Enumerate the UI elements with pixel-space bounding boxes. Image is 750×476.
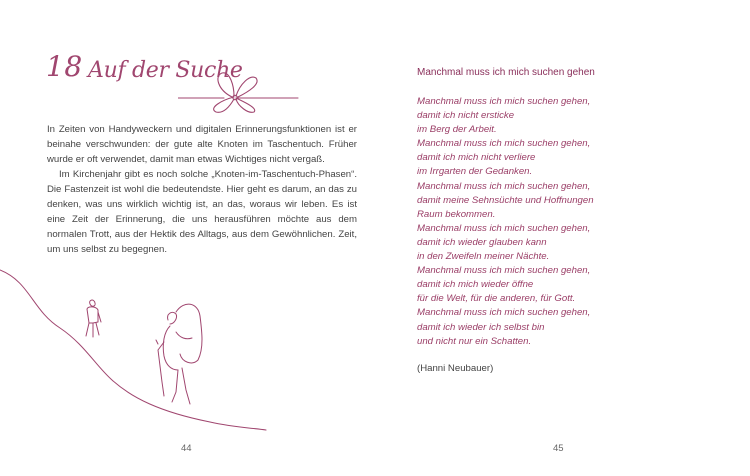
poem-line: damit ich wieder glauben kann xyxy=(417,236,547,248)
poem-line: damit ich mich nicht verliere xyxy=(417,152,536,164)
poem-line: für die Welt, für die anderen, für Gott. xyxy=(417,293,576,305)
hikers-illustration xyxy=(0,262,270,442)
bow-ornament-icon xyxy=(178,68,302,114)
page-number-left: 44 xyxy=(181,443,192,454)
poem-line: Manchmal muss ich mich suchen gehen, xyxy=(417,96,591,107)
poem-line: Raum bekommen. xyxy=(417,208,496,220)
poem-line: damit ich nicht ersticke xyxy=(417,110,515,122)
paragraph-2: Im Kirchenjahr gibt es noch solche „Knoten-im-Taschentuch-Phasen“. Die Fastenzeit ist wohl die bedeutendste. Hier geht es darum, an das zu denken, was uns wirklich wichtig ist, an das, woraus wir leben. Es ist eine Zeit der Erinnerung, die uns herausführen möchte aus dem normalen Trott, aus der Hektik des Alltags, aus dem Gewöhnlichen. Zeit, um uns selbst zu begegnen. xyxy=(47,169,357,255)
poem-line: Manchmal muss ich mich suchen gehen, xyxy=(417,307,591,319)
poem-line: in den Zweifeln meiner Nächte. xyxy=(417,251,550,263)
chapter-number: 18 xyxy=(46,50,83,83)
poem-line: damit ich mich wieder öffne xyxy=(417,279,534,291)
poem-line: damit meine Sehnsüchte und Hoffnungen xyxy=(417,194,594,206)
poem-line: und nicht nur ein Schatten. xyxy=(417,335,532,347)
poem-author: (Hanni Neubauer) xyxy=(417,363,494,374)
poem-line: Manchmal muss ich mich suchen gehen, xyxy=(417,180,591,192)
poem xyxy=(417,95,594,349)
poem-line: Manchmal muss ich mich suchen gehen, xyxy=(417,222,591,234)
poem-line: Manchmal muss ich mich suchen gehen, xyxy=(417,138,591,150)
poem-line: damit ich wieder ich selbst bin xyxy=(417,321,545,333)
poem-line: im Berg der Arbeit. xyxy=(417,124,497,136)
page-number-right: 45 xyxy=(553,443,564,454)
body-text xyxy=(47,122,357,257)
poem-title: Manchmal muss ich mich suchen gehen xyxy=(417,67,595,78)
chapter-title: Auf der Suche xyxy=(88,58,243,83)
paragraph-1: In Zeiten von Handyweckern und digitalen Erinnerungsfunktionen ist er beinahe verschwunden: der gute alte Knoten im Taschentuch. Früher wurde er oft verwendet, damit man etwas Wichtiges nicht vergaß. xyxy=(47,124,357,165)
poem-line: Manchmal muss ich mich suchen gehen, xyxy=(417,265,591,277)
poem-line: im Irrgarten der Gedanken. xyxy=(417,166,533,178)
